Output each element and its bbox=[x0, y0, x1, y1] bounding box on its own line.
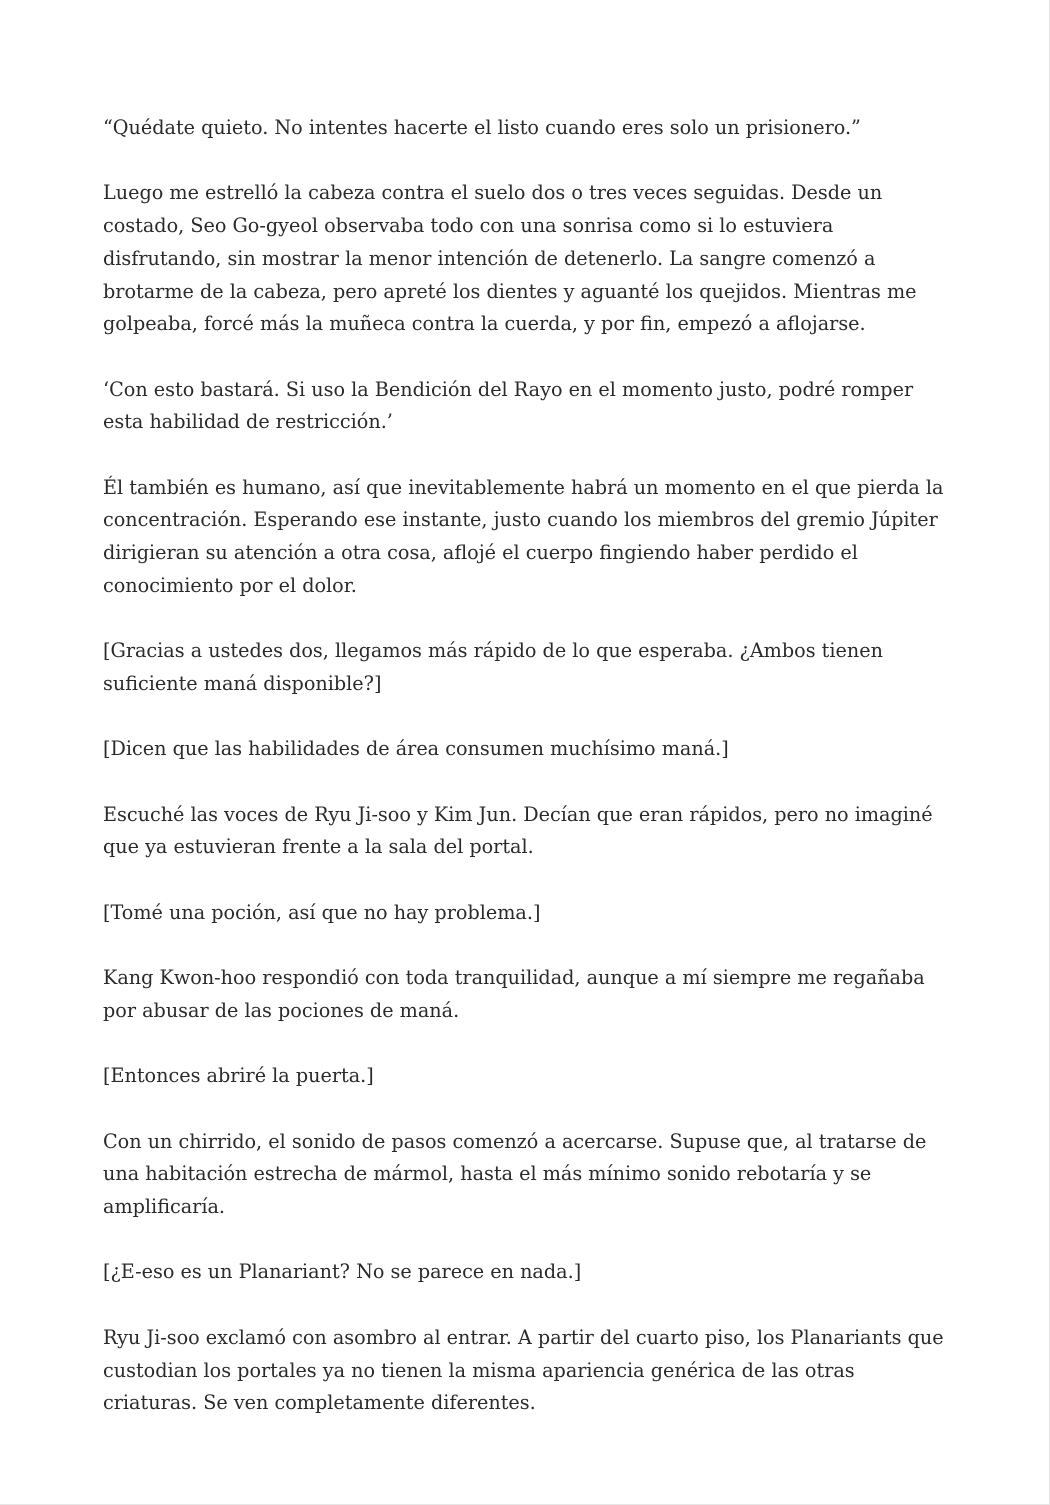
paragraph: ‘Con esto bastará. Si uso la Bendición del Rayo en el momento justo, podré romper esta habilidad de restricción.’ bbox=[103, 377, 914, 434]
paragraph: [Entonces abriré la puerta.] bbox=[103, 1064, 374, 1088]
document-body bbox=[103, 112, 953, 1420]
paragraph: Con un chirrido, el sonido de pasos comenzó a acercarse. Supuse que, al tratarse de una habitación estrecha de mármol, hasta el más mínimo sonido rebotaría y se amplificaría. bbox=[103, 1129, 927, 1219]
paragraph: Luego me estrelló la cabeza contra el suelo dos o tres veces seguidas. Desde un costado, Seo Go-gyeol observaba todo con una sonrisa como si lo estuviera disfrutando, sin mostrar la menor intención de detenerlo. La sangre comenzó a brotarme de la cabeza, pero apreté los dientes y aguanté los quejidos. Mientras me golpeaba, forcé más la muñeca contra la cuerda, y por fin, empezó a aflojarse. bbox=[103, 181, 917, 336]
paragraph: Escuché las voces de Ryu Ji-soo y Kim Jun. Decían que eran rápidos, pero no imaginé que ya estuvieran frente a la sala del portal. bbox=[103, 802, 933, 859]
paragraph: Kang Kwon-hoo respondió con toda tranquilidad, aunque a mí siempre me regañaba por abusar de las pociones de maná. bbox=[103, 966, 925, 1022]
paragraph: [¿E-eso es un Planariant? No se parece en nada.] bbox=[103, 1260, 582, 1284]
paragraph: “Quédate quieto. No intentes hacerte el listo cuando eres solo un prisionero.” bbox=[103, 116, 861, 139]
paragraph: Él también es humano, así que inevitablemente habrá un momento en el que pierda la concentración. Esperando ese instante, justo cuando los miembros del gremio Júpiter dirigieran su atención a otra cosa, aflojé el cuerpo fingiendo haber perdido el conocimiento por el dolor. bbox=[103, 475, 944, 597]
paragraph: [Dicen que las habilidades de área consumen muchísimo maná.] bbox=[103, 737, 729, 761]
paragraph: [Gracias a ustedes dos, llegamos más rápido de lo que esperaba. ¿Ambos tienen suficiente maná disponible?] bbox=[103, 639, 883, 695]
paragraph: Ryu Ji-soo exclamó con asombro al entrar. A partir del cuarto piso, los Planariants que custodian los portales ya no tienen la misma apariencia genérica de las otras criaturas. Se ven completamente diferentes. bbox=[103, 1325, 944, 1415]
paragraph: [Tomé una poción, así que no hay problema.] bbox=[103, 900, 541, 924]
